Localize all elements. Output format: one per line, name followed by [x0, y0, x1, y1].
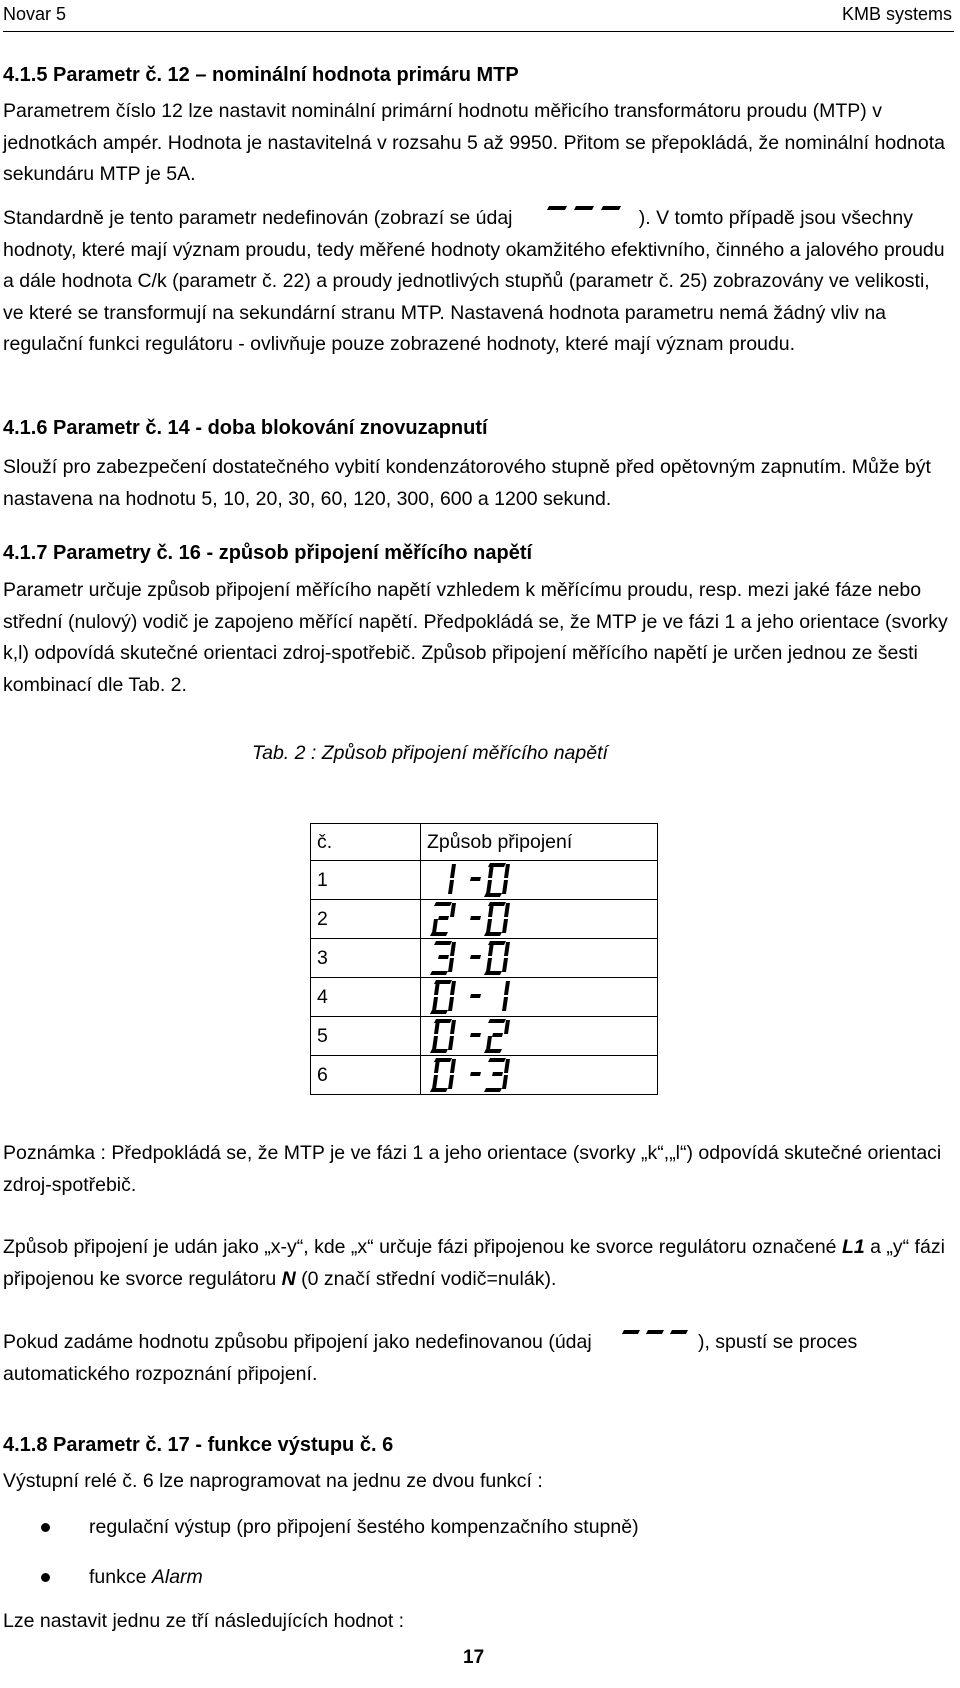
header-rule: [3, 31, 954, 32]
connection-code-0-3-icon: [427, 1056, 523, 1094]
bullet-icon: [41, 1573, 50, 1582]
terminal-l1-label: L1: [841, 1236, 865, 1258]
table-caption: Tab. 2 : Způsob připojení měřícího napětí: [252, 742, 608, 764]
table-cell-number: 4: [311, 978, 421, 1017]
table-cell-connection-code: [421, 1017, 658, 1056]
xy-paragraph: [3, 1232, 953, 1295]
connection-code-0-2-icon: [427, 1017, 523, 1055]
table-row: [311, 861, 658, 900]
table-cell-connection-code: [421, 900, 658, 939]
connection-code-2-0-icon: [427, 900, 523, 938]
table-cell-connection-code: [421, 861, 658, 900]
connection-code-1-0-icon: [427, 861, 523, 899]
table-header-connection: Způsob připojení: [421, 824, 658, 861]
xy-text-a: Způsob připojení je udán jako „x-y“, kde „x“ určuje fázi připojenou ke svorce regulátoru označené: [3, 1236, 842, 1258]
section-4-1-8-paragraph-2: Lze nastavit jednu ze tří následujících hodnot :: [3, 1610, 405, 1632]
table-row: [311, 1017, 658, 1056]
table-cell-number: 3: [311, 939, 421, 978]
section-4-1-7-paragraph: Parametr určuje způsob připojení měřícího napětí vzhledem k měřícímu proudu, resp. mezi jaké fáze nebo střední (nulový) vodič je zapojeno měřící napětí. Předpokládá se, že MTP je ve fázi 1 a jeho orientace (svorky k,l) odpovídá skutečné orientaci zdroj-spotřebič. Způsob připojení měřícího napětí je určen jednou ze šesti kombinací dle Tab. 2.: [3, 579, 948, 696]
table-header-row: [311, 824, 658, 861]
table-header-number: č.: [311, 824, 421, 861]
alarm-label: Alarm: [151, 1566, 203, 1588]
header-product: Novar 5: [3, 4, 67, 24]
xy-text-c: (0 značí střední vodič=nulák).: [295, 1267, 557, 1290]
undefined-display-dashes-icon: [545, 204, 629, 218]
table-row: [311, 1056, 658, 1095]
bullet-item-1-text: regulační výstup (pro připojení šestého kompenzačního stupně): [89, 1516, 639, 1538]
table-row: [311, 900, 658, 939]
section-4-1-5-paragraph-2: [3, 203, 953, 361]
page-number: 17: [463, 1647, 485, 1668]
connection-code-0-1-icon: [427, 978, 523, 1016]
table-cell-connection-code: [421, 939, 658, 978]
bullet-icon: [41, 1523, 50, 1532]
section-4-1-8-heading: 4.1.8 Parametr č. 17 - funkce výstupu č. 6: [3, 1434, 394, 1456]
table-cell-number: 5: [311, 1017, 421, 1056]
section-4-1-8-paragraph-1: Výstupní relé č. 6 lze naprogramovat na jednu ze dvou funkcí :: [3, 1470, 543, 1492]
p2-after-text: ). V tomto případě jsou všechny hodnoty, které mají význam proudu, tedy měřené hodnoty okamžitého efektivního, činného a jalového proudu a dále hodnota C/k (parametr č. 22) a proudy jednotlivých stupňů (parametr č. 25) zobrazovány ve velikosti, ve které se transformují na sekundární stranu MTP. Nastavená hodnota parametru nemá žádný vliv na regulační funkci regulátoru - ovlivňuje pouze zobrazené hodnoty, které mají význam proudu.: [3, 207, 945, 355]
header-company: KMB systems: [841, 4, 952, 24]
table-cell-number: 1: [311, 861, 421, 900]
auto-after-text: ), spustí se proces automatického rozpoznání připojení.: [3, 1331, 858, 1385]
section-4-1-5-paragraph-1: Parametrem číslo 12 lze nastavit nominální primární hodnotu měřicího transformátoru proudu (MTP) v jednotkách ampér. Hodnota je nastavitelná v rozsahu 5 až 9950. Přitom se přepokládá, že nominální hodnota sekundáru MTP je 5A.: [3, 100, 946, 185]
bullet-item-2-text: funkce: [89, 1566, 152, 1588]
terminal-n-label: N: [281, 1267, 296, 1290]
auto-detect-paragraph: [3, 1327, 953, 1390]
connection-table: [310, 823, 658, 1095]
table-row: [311, 978, 658, 1017]
auto-before-text: Pokud zadáme hodnotu způsobu připojení jako nedefinovanou (údaj: [3, 1331, 592, 1353]
note-paragraph: Poznámka : Předpokládá se, že MTP je ve fázi 1 a jeho orientace (svorky „k“,„l“) odpovídá skutečné orientaci zdroj-spotřebič.: [3, 1142, 942, 1196]
xy-text-b: a „y“ fázi připojenou ke svorce regulátoru: [3, 1236, 945, 1290]
p2-before-text: Standardně je tento parametr nedefinován (zobrazí se údaj: [3, 207, 513, 229]
table-cell-connection-code: [421, 1056, 658, 1095]
undefined-display-dashes-icon: [621, 1328, 691, 1342]
table-cell-number: 2: [311, 900, 421, 939]
bullet-item-1: [3, 1514, 639, 1540]
section-4-1-7-heading: 4.1.7 Parametry č. 16 - způsob připojení měřícího napětí: [3, 542, 533, 564]
section-4-1-5-heading: 4.1.5 Parametr č. 12 – nominální hodnota primáru MTP: [3, 64, 519, 86]
table-cell-connection-code: [421, 978, 658, 1017]
bullet-item-2: [3, 1564, 203, 1590]
section-4-1-6-heading: 4.1.6 Parametr č. 14 - doba blokování znovuzapnutí: [3, 417, 488, 439]
table-cell-number: 6: [311, 1056, 421, 1095]
section-4-1-6-paragraph: Slouží pro zabezpečení dostatečného vybití kondenzátorového stupně před opětovným zapnutím. Může být nastavena na hodnotu 5, 10, 20, 30, 60, 120, 300, 600 a 1200 sekund.: [3, 456, 931, 510]
connection-code-3-0-icon: [427, 939, 523, 977]
table-row: [311, 939, 658, 978]
